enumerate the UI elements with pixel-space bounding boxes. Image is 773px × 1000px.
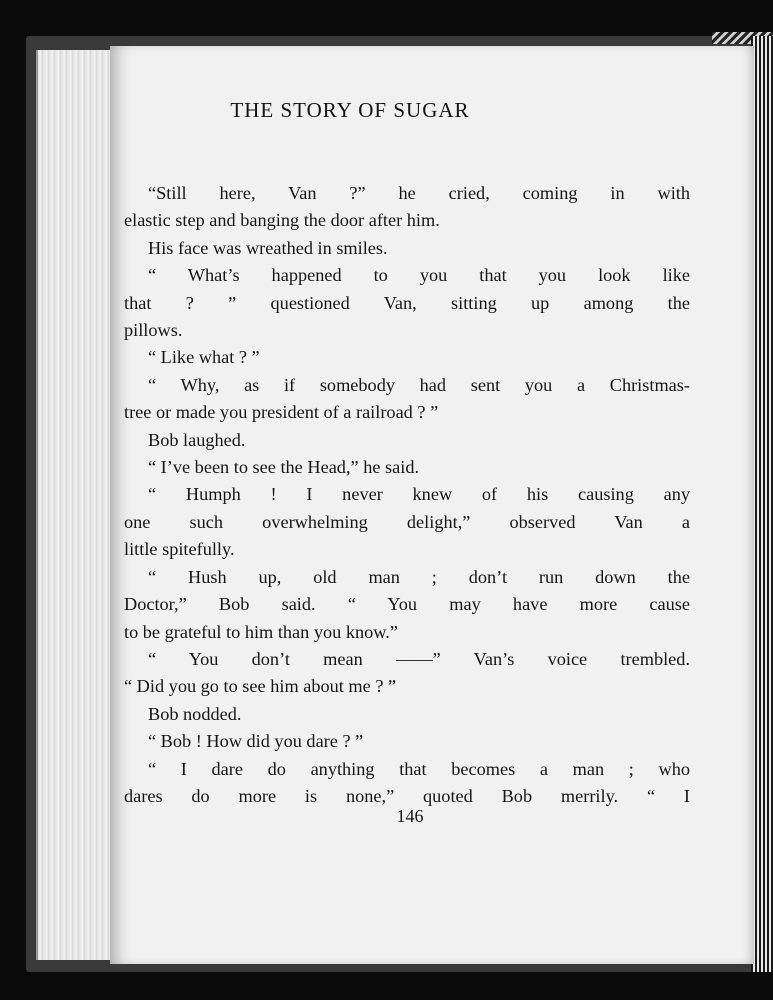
text-line: that ? ” questioned Van, sitting up among the xyxy=(124,292,690,313)
text-line: Bob nodded. xyxy=(148,703,242,724)
text-line: one such overwhelming delight,” observed Van a xyxy=(124,511,690,532)
text-line: “ I dare do anything that becomes a man ; who xyxy=(148,758,690,779)
text-line: “ Like what ? ” xyxy=(148,347,260,368)
text-line: “ What’s happened to you that you look like xyxy=(148,265,690,286)
text-line: “Still here, Van ?” he cried, coming in with xyxy=(148,183,690,203)
text-line: to be grateful to him than you know.” xyxy=(124,621,398,642)
text-line: “ You don’t mean ——” Van’s voice trembled. xyxy=(148,648,690,669)
text-line: “ Did you go to see him about me ? ” xyxy=(124,676,397,697)
text-line: “ Bob ! How did you dare ? ” xyxy=(148,731,364,752)
text-line: tree or made you president of a railroad ? ” xyxy=(124,402,439,423)
text-line: elastic step and banging the door after him. xyxy=(124,210,440,231)
text-line: dares do more is none,” quoted Bob merrily. “ I xyxy=(124,785,690,806)
page-stack xyxy=(36,50,116,960)
text-line: pillows. xyxy=(124,320,183,341)
running-head: THE STORY OF SUGAR xyxy=(230,98,470,122)
text-line: little spitefully. xyxy=(124,539,235,560)
text-line: “ Why, as if somebody had sent you a Christmas- xyxy=(148,374,690,395)
text-line: “ Humph ! I never knew of his causing any xyxy=(148,484,690,505)
book-right-edge xyxy=(751,36,773,972)
text-line: Doctor,” Bob said. “ You may have more cause xyxy=(124,594,690,615)
page-number: 146 xyxy=(396,806,424,826)
text-line: His face was wreathed in smiles. xyxy=(148,237,388,258)
text-line: “ Hush up, old man ; don’t run down the xyxy=(148,566,690,587)
body-text xyxy=(124,180,690,810)
text-line: “ I’ve been to see the Head,” he said. xyxy=(148,457,420,478)
text-line: Bob laughed. xyxy=(148,429,246,450)
